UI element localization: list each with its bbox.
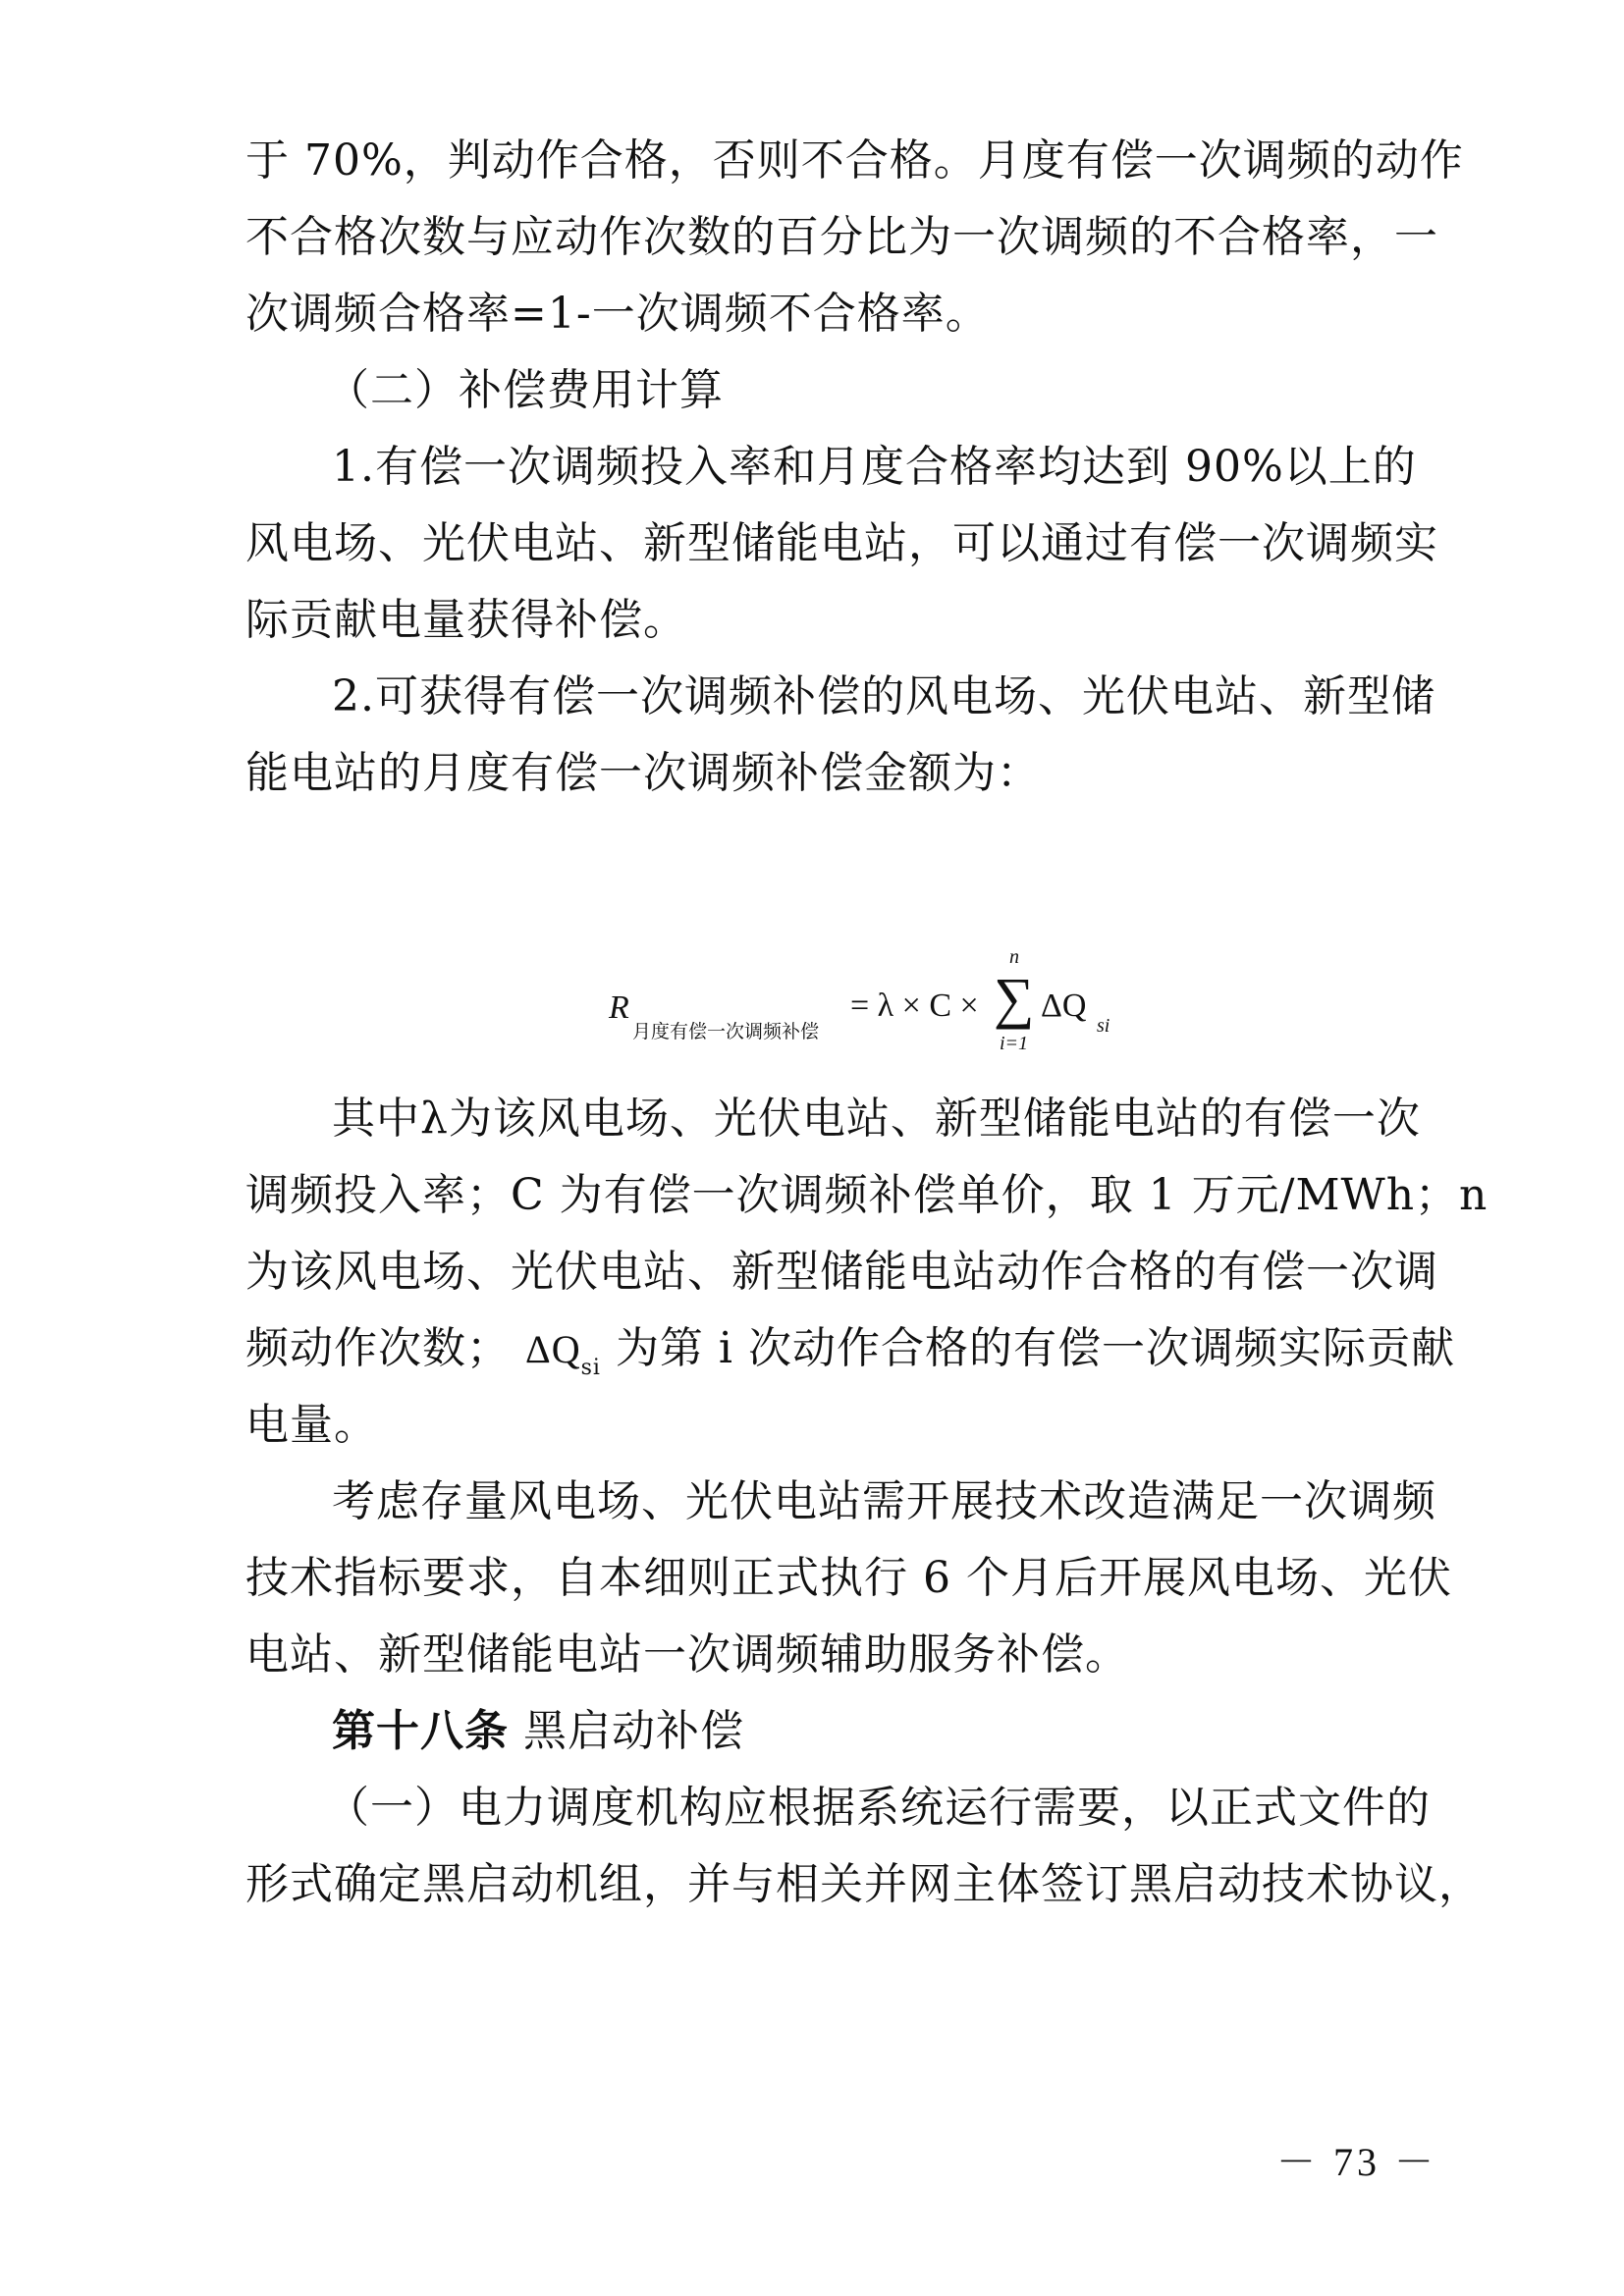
article-title: 黑启动补偿 <box>523 1706 744 1756</box>
text-line: 为该风电场、光伏电站、新型储能电站动作合格的有偿一次调 <box>245 1247 1438 1297</box>
text-line: 1.有偿一次调频投入率和月度合格率均达到 90%以上的 <box>332 442 1417 492</box>
sum-symbol: ∑ <box>994 966 1035 1030</box>
inline-delta-q: ΔQ <box>525 1327 581 1371</box>
text-line: （一）电力调度机构应根据系统运行需要，以正式文件的 <box>326 1783 1431 1833</box>
text-line: 际贡献电量获得补偿。 <box>245 595 687 645</box>
text-line: 能电站的月度有偿一次调频补偿金额为： <box>245 748 1041 798</box>
text-line: 调频投入率；C 为有偿一次调频补偿单价，取 1 万元/MWh；n <box>245 1170 1489 1220</box>
compensation-formula <box>609 942 1119 1060</box>
sum-lower-limit: i=1 <box>1000 1033 1029 1054</box>
text-segment: 为第 i 次动作合格的有偿一次调频实际贡献 <box>615 1323 1455 1373</box>
sum-upper-limit: n <box>1009 946 1019 968</box>
text-line-with-symbol <box>245 1319 1455 1378</box>
text-line: 技术指标要求，自本细则正式执行 6 个月后开展风电场、光伏 <box>245 1553 1452 1603</box>
article-heading <box>332 1702 744 1761</box>
article-number: 第十八条 <box>332 1706 509 1756</box>
text-line: 电量。 <box>245 1400 378 1450</box>
text-line: 不合格次数与应动作次数的百分比为一次调频的不合格率，一 <box>245 212 1438 262</box>
text-segment: 频动作次数； <box>245 1323 511 1373</box>
text-line: 于 70%，判动作合格，否则不合格。月度有偿一次调频的动作 <box>245 135 1464 186</box>
page-number: － 73 － <box>1276 2140 1437 2184</box>
section-heading: （二）补偿费用计算 <box>326 365 724 415</box>
formula-term: ΔQ <box>1041 988 1087 1024</box>
text-line: 次调频合格率=1-一次调频不合格率。 <box>245 289 990 339</box>
text-line: 2.可获得有偿一次调频补偿的风电场、光伏电站、新型储 <box>332 671 1435 721</box>
text-line: 电站、新型储能电站一次调频辅助服务补偿。 <box>245 1629 1129 1680</box>
text-line: 风电场、光伏电站、新型储能电站，可以通过有偿一次调频实 <box>245 518 1438 568</box>
formula-rhs-product: = λ × C × <box>850 988 979 1024</box>
text-line: 形式确定黑启动机组，并与相关并网主体签订黑启动技术协议， <box>245 1859 1483 1909</box>
text-line: 其中λ为该风电场、光伏电站、新型储能电站的有偿一次 <box>332 1094 1421 1144</box>
formula-term-subscript: si <box>1097 1015 1110 1037</box>
text-line: 考虑存量风电场、光伏电站需开展技术改造满足一次调频 <box>332 1476 1436 1526</box>
formula-lhs-symbol: R <box>609 989 629 1026</box>
formula-lhs-subscript: 月度有偿一次调频补偿 <box>632 1021 820 1042</box>
inline-delta-q-subscript: si <box>580 1356 601 1380</box>
